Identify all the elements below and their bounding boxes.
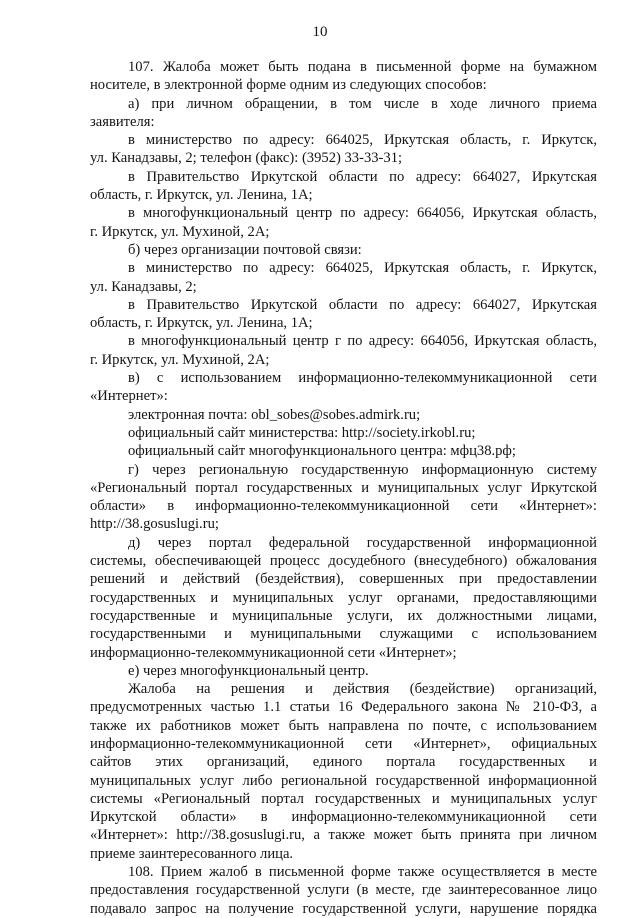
text-line: г) через региональную государственную информационную систему bbox=[128, 461, 597, 478]
text-line: государственные и муниципальные услуги, их должностными лицами, bbox=[90, 607, 597, 624]
text-line: электронная почта: obl_sobes@sobes.admirk.ru; bbox=[128, 406, 421, 423]
text-line: ул. Канадзавы, 2; bbox=[90, 278, 197, 295]
text-line: б) через организации почтовой связи: bbox=[128, 241, 362, 258]
text-line: «Интернет»: bbox=[90, 388, 168, 405]
page-number: 10 bbox=[312, 24, 328, 40]
text-line: официальный сайт министерства: http://society.irkobl.ru; bbox=[128, 424, 476, 441]
text-line: в многофункциональный центр по адресу: 664056, Иркутская область, bbox=[128, 205, 597, 222]
text-line: системы «Региональный портал государственных и муниципальных услуг bbox=[90, 790, 597, 807]
text-line: также их работников может быть направлена по почте, с использованием bbox=[90, 717, 597, 734]
text-line: государственных и муниципальных услуг органами, предоставляющими bbox=[90, 589, 597, 606]
text-line: области» в информационно-телекоммуникационной сети «Интернет»: bbox=[90, 498, 597, 515]
text-line: «Региональный портал государственных и муниципальных услуг Иркутской bbox=[90, 479, 597, 496]
text-line: официальный сайт многофункционального центра: мфц38.рф; bbox=[128, 443, 516, 460]
text-line: сайтов этих организаций, единого портала государственных и bbox=[90, 754, 597, 771]
text-line: системы, обеспечивающей процесс досудебного (внесудебного) обжалования bbox=[90, 553, 597, 570]
text-line: в министерство по адресу: 664025, Иркутская область, г. Иркутск, bbox=[128, 260, 597, 277]
text-line: а) при личном обращении, в том числе в ходе личного приема bbox=[128, 95, 597, 112]
text-line: область, г. Иркутск, ул. Ленина, 1А; bbox=[90, 315, 313, 332]
text-line: в министерство по адресу: 664025, Иркутская область, г. Иркутск, bbox=[128, 132, 597, 149]
text-line: в Правительство Иркутской области по адресу: 664027, Иркутская bbox=[128, 296, 597, 313]
text-line: заявителя: bbox=[90, 113, 155, 130]
text-line: Иркутской области» в информационно-телекоммуникационной сети bbox=[90, 809, 597, 826]
document-body bbox=[90, 58, 597, 918]
text-line: 107. Жалоба может быть подана в письменной форме на бумажном bbox=[128, 59, 597, 75]
text-line: е) через многофункциональный центр. bbox=[128, 662, 369, 679]
text-line: г. Иркутск, ул. Мухиной, 2А; bbox=[90, 351, 270, 368]
text-line: муниципальных услуг либо региональной государственной информационной bbox=[90, 772, 597, 789]
text-line: носителе, в электронной форме одним из следующих способов: bbox=[90, 77, 487, 94]
text-line: г. Иркутск, ул. Мухиной, 2А; bbox=[90, 223, 270, 240]
text-line: http://38.gosuslugi.ru; bbox=[90, 516, 219, 533]
text-line: область, г. Иркутск, ул. Ленина, 1А; bbox=[90, 187, 313, 204]
text-line: государственными и муниципальными служащими с использованием bbox=[90, 626, 597, 643]
text-line: «Интернет»: http://38.gosuslugi.ru, а также может быть принята при личном bbox=[90, 827, 597, 844]
text-line: ул. Канадзавы, 2; телефон (факс): (3952) 33-33-31; bbox=[90, 150, 403, 167]
text-line: подавало запрос на получение государственной услуги, нарушение порядка bbox=[90, 900, 597, 917]
text-line: д) через портал федеральной государственной информационной bbox=[128, 534, 597, 551]
text-line: предусмотренных частью 1.1 статьи 16 Федерального закона № 210-ФЗ, а bbox=[90, 699, 597, 716]
text-line: информационно-телекоммуникационной сети «Интернет», официальных bbox=[90, 735, 597, 752]
text-line: Жалоба на решения и действия (бездействие) организаций, bbox=[128, 681, 597, 698]
text-line: информационно-телекоммуникационной сети «Интернет»; bbox=[90, 644, 457, 661]
text-line: в) с использованием информационно-телекоммуникационной сети bbox=[128, 370, 597, 387]
text-line: приеме заинтересованного лица. bbox=[90, 845, 294, 862]
text-line: 108. Прием жалоб в письменной форме также осуществляется в месте bbox=[128, 864, 597, 881]
text-line: в многофункциональный центр г по адресу: 664056, Иркутская область, bbox=[128, 333, 597, 350]
text-line: в Правительство Иркутской области по адресу: 664027, Иркутская bbox=[128, 168, 597, 185]
text-line: решений и действий (бездействия), совершенных при предоставлении bbox=[90, 571, 597, 588]
text-line: предоставления государственной услуги (в месте, где заинтересованное лицо bbox=[90, 882, 597, 899]
